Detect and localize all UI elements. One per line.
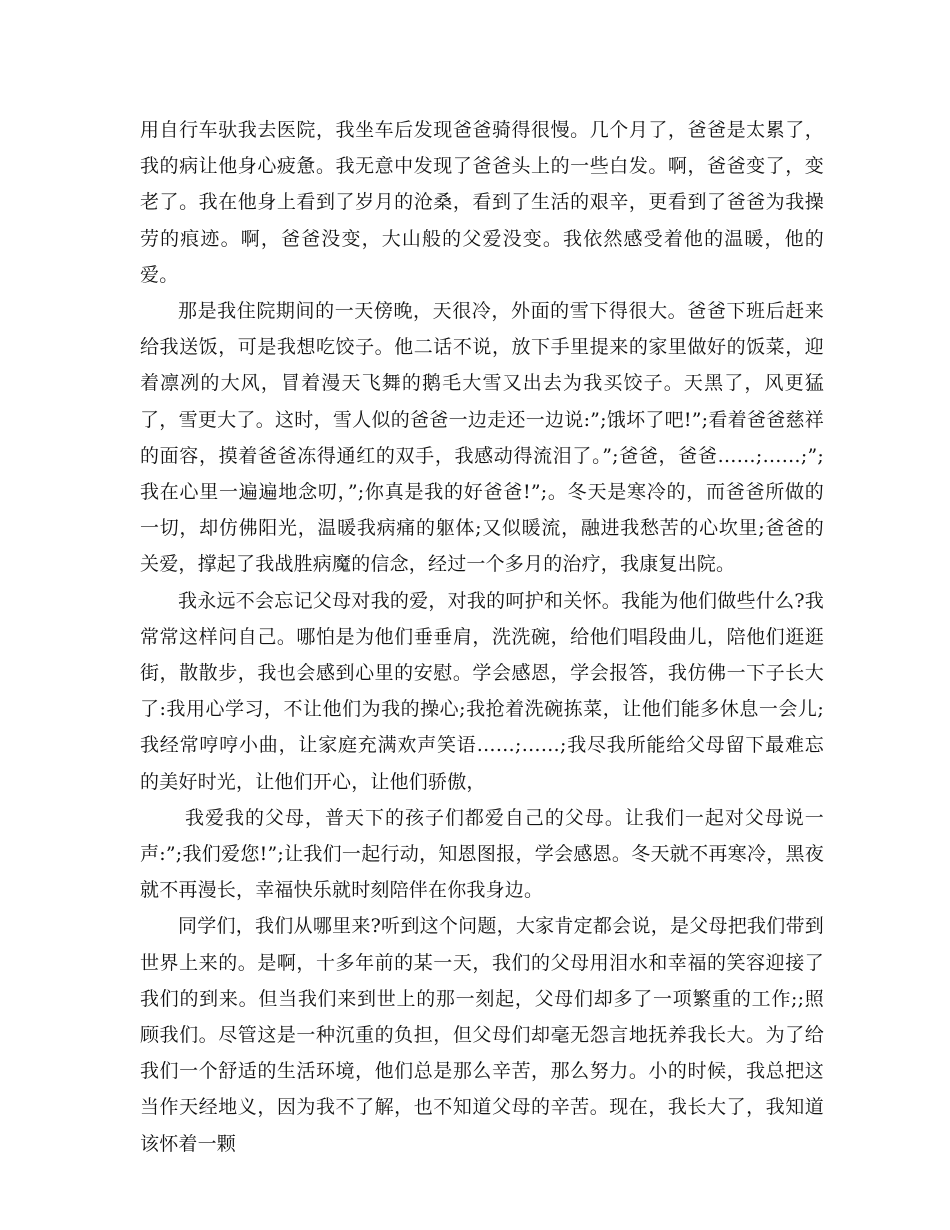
paragraph-3: 我永远不会忘记父母对我的爱，对我的呵护和关怀。我能为他们做些什么?我常常这样问自己。哪怕是为他们垂垂肩，洗洗碗，给他们唱段曲儿，陪他们逛逛街，散散步，我也会感到心里的安慰。学会感恩，学会报答，我仿佛一下子长大了:我用心学习，不让他们为我的操心;我抢着洗碗拣菜，让他们能多休息一会儿;我经常哼哼小曲，让家庭充满欢声笑语……;……;我尽我所能给父母留下最难忘的美好时光，让他们开心，让他们骄傲，: [140, 589, 824, 793]
document-body: [140, 112, 824, 1162]
paragraph-4: 我爱我的父母，普天下的孩子们都爱自己的父母。让我们一起对父母说一声:”;我们爱您!”;让我们一起行动，知恩图报，学会感恩。冬天就不再寒冷，黑夜就不再漫长，幸福快乐就时刻陪伴在你我身边。: [140, 806, 825, 902]
paragraph-2: 那是我住院期间的一天傍晚，天很冷，外面的雪下得很大。爸爸下班后赶来给我送饭，可是我想吃饺子。他二话不说，放下手里提来的家里做好的饭菜，迎着凛冽的大风，冒着漫天飞舞的鹅毛大雪又出去为我买饺子。天黑了，风更猛了，雪更大了。这时，雪人似的爸爸一边走还一边说:”;饿坏了吧!”;看着爸爸慈祥的面容，摸着爸爸冻得通红的双手，我感动得流泪了。”;爸爸，爸爸……;……;”;我在心里一遍遍地念叨，”;你真是我的好爸爸!”;。冬天是寒冷的，而爸爸所做的一切，却仿佛阳光，温暖我病痛的躯体;又似暖流，融进我愁苦的心坎里;爸爸的关爱，撑起了我战胜病魔的信念，经过一个多月的治疗，我康复出院。: [140, 300, 824, 576]
paragraph-1: 用自行车驮我去医院，我坐车后发现爸爸骑得很慢。几个月了，爸爸是太累了，我的病让他身心疲惫。我无意中发现了爸爸头上的一些白发。啊，爸爸变了，变老了。我在他身上看到了岁月的沧桑，看到了生活的艰辛，更看到了爸爸为我操劳的痕迹。啊，爸爸没变，大山般的父爱没变。我依然感受着他的温暖，他的爱。: [140, 119, 824, 286]
paragraph-5: 同学们，我们从哪里来?听到这个问题，大家肯定都会说，是父母把我们带到世界上来的。是啊，十多年前的某一天，我们的父母用泪水和幸福的笑容迎接了我们的到来。但当我们来到世上的那一刻起，父母们却多了一项繁重的工作;;照顾我们。尽管这是一种沉重的负担，但父母们却毫无怨言地抚养我长大。为了给我们一个舒适的生活环境，他们总是那么辛苦，那么努力。小的时候，我总把这当作天经地义，因为我不了解，也不知道父母的辛苦。现在，我长大了，我知道该怀着一颗: [140, 915, 824, 1155]
